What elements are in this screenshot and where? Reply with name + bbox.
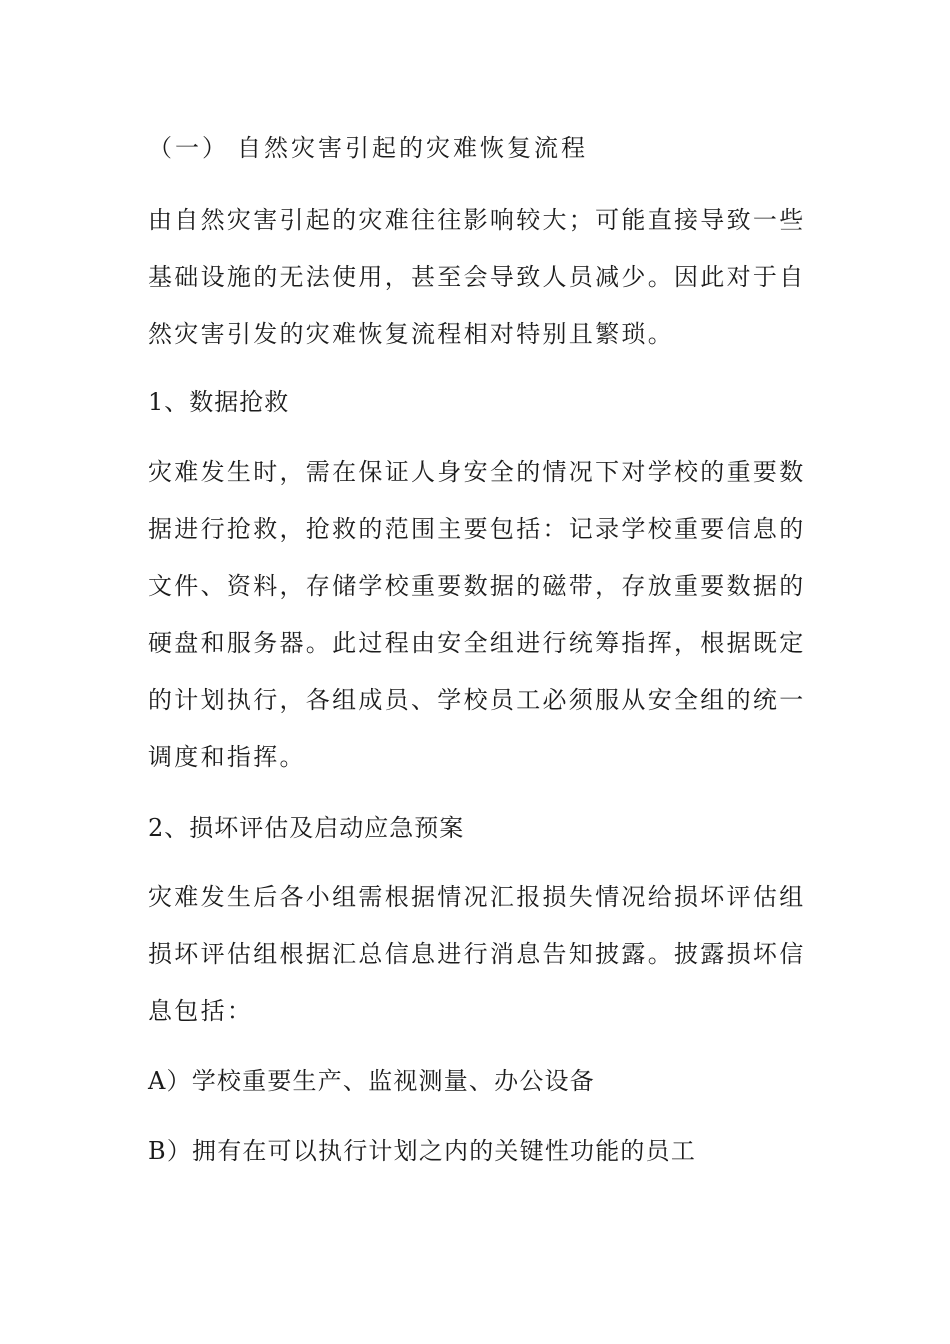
subsection-title-data-rescue: 1、数据抢救	[148, 388, 290, 416]
section-heading	[148, 120, 588, 177]
paragraph-line: 据进行抢救，抢救的范围主要包括：记录学校重要信息的	[148, 515, 806, 543]
list-item: B）拥有在可以执行计划之内的关键性功能的员工	[148, 1137, 697, 1165]
paragraph-line: 调度和指挥。	[148, 743, 306, 771]
paragraph-line: 然灾害引发的灾难恢复流程相对特别且繁琐。	[148, 320, 674, 348]
paragraph-line: 文件、资料，存储学校重要数据的磁带，存放重要数据的	[148, 572, 806, 600]
paragraph-line: 基础设施的无法使用，甚至会导致人员减少。因此对于自	[148, 263, 806, 291]
paragraph-line: 的计划执行，各组成员、学校员工必须服从安全组的统一	[148, 686, 806, 714]
paragraph-line: 由自然灾害引起的灾难往往影响较大；可能直接导致一些	[148, 206, 806, 234]
paragraph-damage-assessment	[148, 869, 806, 1040]
heading-prefix: （一）	[148, 134, 229, 162]
paragraph-natural-disaster-intro	[148, 192, 806, 363]
paragraph-line: 硬盘和服务器。此过程由安全组进行统筹指挥，根据既定	[148, 629, 806, 657]
paragraph-line: 息包括：	[148, 997, 254, 1025]
list-item: A）学校重要生产、监视测量、办公设备	[148, 1067, 595, 1095]
subsection-title-damage-assessment: 2、损坏评估及启动应急预案	[148, 814, 465, 842]
heading-title: 自然灾害引起的灾难恢复流程	[237, 134, 588, 162]
paragraph-line: 灾难发生后各小组需根据情况汇报损失情况给损坏评估组	[148, 883, 806, 911]
paragraph-data-rescue	[148, 444, 806, 786]
paragraph-line: 灾难发生时，需在保证人身安全的情况下对学校的重要数	[148, 458, 806, 486]
paragraph-line: 损坏评估组根据汇总信息进行消息告知披露。披露损坏信	[148, 940, 806, 968]
